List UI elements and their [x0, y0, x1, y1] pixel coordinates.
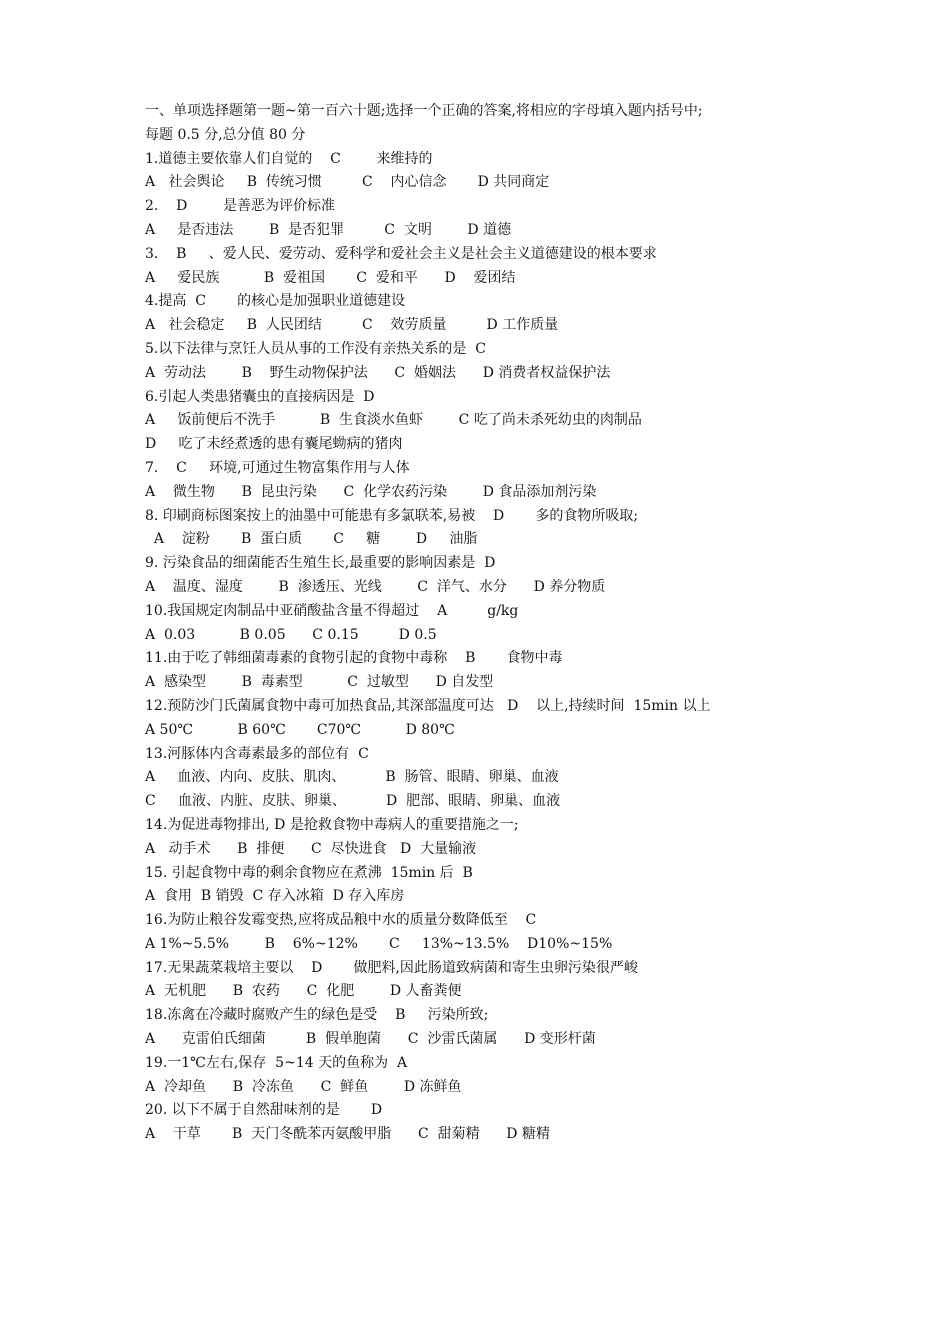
text-line: A 食用 B 销毁 C 存入冰箱 D 存入库房 — [145, 888, 405, 905]
text-line: 19.一1℃左右,保存 5~14 天的鱼称为 A — [145, 1054, 408, 1071]
text-line: A 温度、湿度 B 渗透压、光线 C 洋气、水分 D 养分物质 — [145, 578, 606, 595]
text-line: 一、单项选择题第一题~第一百六十题;选择一个正确的答案,将相应的字母填入题内括号中; — [145, 103, 703, 119]
text-line: A 50℃ B 60℃ C70℃ D 80℃ — [145, 721, 455, 738]
text-line: A 微生物 B 昆虫污染 C 化学农药污染 D 食品添加剂污染 — [145, 483, 597, 500]
text-line: A 劳动法 B 野生动物保护法 C 婚姻法 D 消费者权益保护法 — [145, 364, 611, 381]
text-line: 9. 污染食品的细菌能否生殖生长,最重要的影响因素是 D — [145, 555, 496, 572]
text-line: 18.冻禽在冷藏时腐败产生的绿色是受 B 污染所致; — [145, 1007, 489, 1024]
text-line: 6.引起人类患猪囊虫的直接病因是 D — [145, 388, 375, 405]
text-line: 2. D 是善恶为评价标准 — [145, 198, 335, 215]
text-line: 11.由于吃了韩细菌毒素的食物引起的食物中毒称 B 食物中毒 — [145, 650, 563, 667]
text-line: 12.预防沙门氏菌属食物中毒可加热食品,其深部温度可达 D 以上,持续时间 15min 以上 — [145, 697, 711, 714]
text-line: 20. 以下不属于自然甜味剂的是 D — [145, 1102, 383, 1119]
text-line: 10.我国规定肉制品中亚硝酸盐含量不得超过 A g/kg — [145, 602, 519, 619]
text-line: A 饭前便后不洗手 B 生食淡水鱼虾 C 吃了尚未杀死幼虫的肉制品 — [145, 412, 642, 429]
text-line: A 血液、内向、皮肤、肌肉、 B 肠管、眼睛、卵巢、血液 — [145, 769, 559, 786]
text-line: A 爱民族 B 爱祖国 C 爱和平 D 爱团结 — [145, 269, 516, 286]
text-line: A 干草 B 天门冬酰苯丙氨酸甲脂 C 甜菊精 D 糖精 — [145, 1126, 550, 1143]
text-line: D 吃了未经煮透的患有囊尾蚴病的猪肉 — [145, 436, 403, 453]
text-line: 16.为防止粮谷发霉变热,应将成品粮中水的质量分数降低至 C — [145, 912, 537, 929]
document-page — [145, 100, 845, 1147]
text-line: 1.道德主要依靠人们自觉的 C 来维持的 — [145, 150, 433, 167]
text-line: 7. C 环境,可通过生物富集作用与人体 — [145, 459, 410, 476]
text-line: 每题 0.5 分,总分值 80 分 — [145, 126, 306, 143]
text-line: A 0.03 B 0.05 C 0.15 D 0.5 — [145, 626, 437, 643]
text-line: 15. 引起食物中毒的剩余食物应在煮沸 15min 后 B — [145, 864, 473, 881]
text-line: A 冷却鱼 B 冷冻鱼 C 鲜鱼 D 冻鲜鱼 — [145, 1078, 462, 1095]
text-line: 5.以下法律与烹饪人员从事的工作没有亲热关系的是 C — [145, 340, 486, 357]
text-line: C 血液、内脏、皮肤、卵巢、 D 肥部、眼睛、卵巢、血液 — [145, 793, 561, 810]
text-line: A 社会舆论 B 传统习惯 C 内心信念 D 共同商定 — [145, 174, 550, 191]
text-line: 13.河豚体内含毒素最多的部位有 C — [145, 745, 369, 762]
text-line: A 克雷伯氏细菌 B 假单胞菌 C 沙雷氏菌属 D 变形杆菌 — [145, 1031, 596, 1048]
text-line: A 无机肥 B 农药 C 化肥 D 人畜粪便 — [145, 983, 462, 1000]
text-line: 3. B 、爱人民、爱劳动、爱科学和爱社会主义是社会主义道德建设的根本要求 — [145, 245, 657, 262]
text-line: A 1%~5.5% B 6%~12% C 13%~13.5% D10%~15% — [145, 935, 613, 952]
text-line: A 动手术 B 排便 C 尽快进食 D 大量输液 — [145, 840, 477, 857]
text-line: A 淀粉 B 蛋白质 C 糖 D 油脂 — [145, 531, 478, 548]
text-line: A 社会稳定 B 人民团结 C 效劳质量 D 工作质量 — [145, 317, 559, 334]
text-line: A 是否违法 B 是否犯罪 C 文明 D 道德 — [145, 221, 512, 238]
text-line: 17.无果蔬菜栽培主要以 D 做肥料,因此肠道致病菌和寄生虫卵污染很严峻 — [145, 959, 638, 976]
text-line: A 感染型 B 毒素型 C 过敏型 D 自发型 — [145, 674, 494, 691]
text-line: 8. 印刷商标图案按上的油墨中可能患有多氯联苯,易被 D 多的食物所吸取; — [145, 507, 639, 524]
text-line: 14.为促进毒物排出, D 是抢救食物中毒病人的重要措施之一; — [145, 816, 519, 833]
text-line: 4.提高 C 的核心是加强职业道德建设 — [145, 293, 406, 310]
